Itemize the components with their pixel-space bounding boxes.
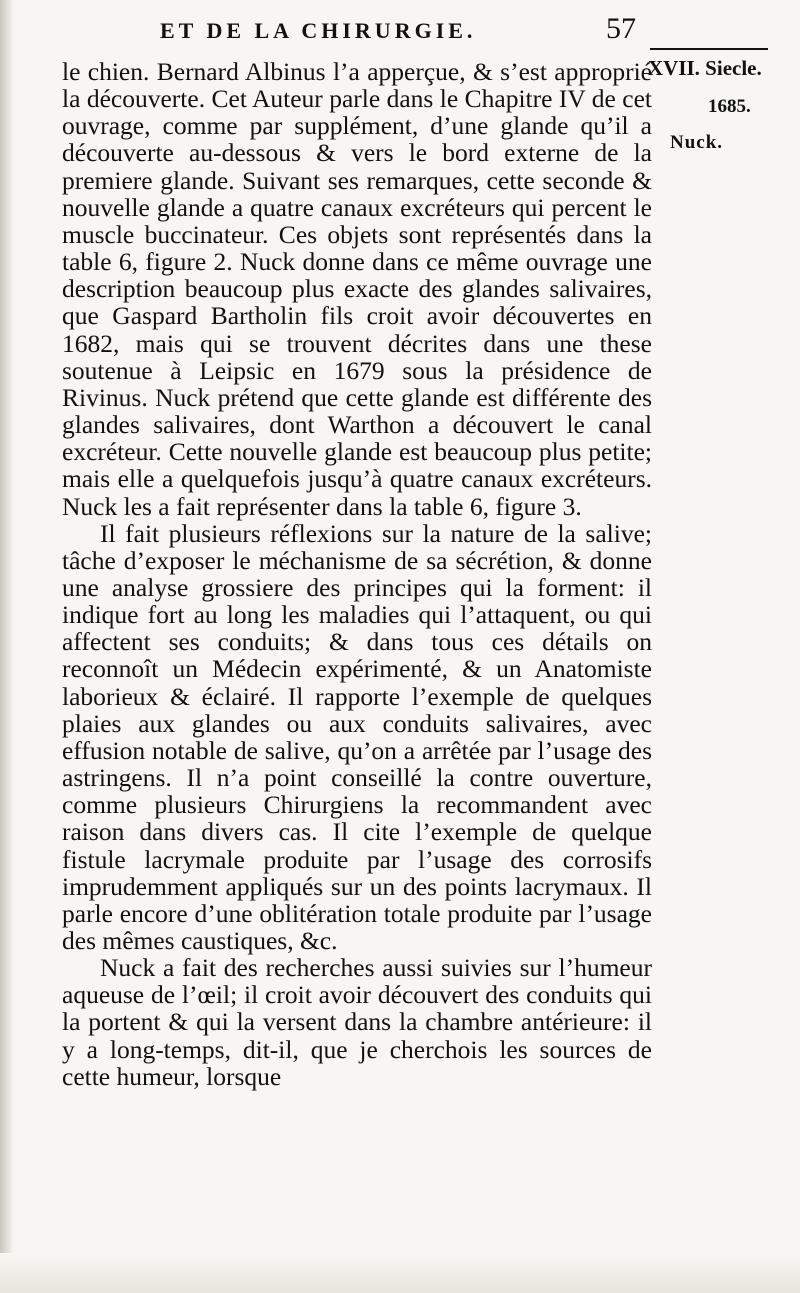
body-text: [62, 58, 652, 1090]
paragraph-2: Il fait plusieurs réflexions sur la nature de la salive; tâche d’exposer le méchanisme de sa sécrétion, & donne une analyse grossiere des principes qui la forment: il indique fort au long les maladies qui l’attaquent, ou qui affectent ses conduits; & dans tous ces détails on reconnoît un Médecin expérimenté, & un Anatomiste laborieux & éclairé. Il rapporte l’exemple de quelques plaies aux glandes ou aux conduits salivaires, avec effusion notable de salive, qu’on a arrêtée par l’usage des astringens. Il n’a point conseillé la contre ouverture, comme plusieurs Chirurgiens la recommandent avec raison dans divers cas. Il cite l’exemple de quelque fistule lacrymale produite par l’usage des corrosifs imprudemment appliqués sur un des points lacrymaux. Il parle encore d’une oblitération totale produite par l’usage des mêmes caustiques, &c.: [62, 518, 652, 955]
paragraph-1: le chien. Bernard Albinus l’a apperçue, & s’est approprié la découverte. Cet Auteur parle dans le Chapitre IV de cet ouvrage, comme par supplément, d’une glande qu’il a découverte au-dessous & vers le bord externe de la premiere glande. Suivant ses remarques, cette seconde & nouvelle glande a quatre canaux excréteurs qui percent le muscle buccinateur. Ces objets sont représentés dans la table 6, figure 2. Nuck donne dans ce même ouvrage une description beaucoup plus exacte des glandes salivaires, que Gaspard Bartholin fils croit avoir découvertes en 1682, mais qui se trouvent décrites dans une these soutenue à Leipsic en 1679 sous la présidence de Rivinus. Nuck prétend que cette glande est différente des glandes salivaires, dont Warthon a découvert le canal excréteur. Cette nouvelle glande est beaucoup plus petite; mais elle a quelquefois jusqu’à quatre canaux excréteurs. Nuck les a fait représenter dans la table 6, figure 3.: [62, 57, 652, 521]
page-number: 57: [606, 12, 636, 45]
running-title: ET DE LA CHIRURGIE.: [160, 18, 477, 43]
scan-shadow-left: [0, 0, 14, 1293]
margin-rule: [650, 48, 768, 50]
scan-shadow-bottom: [0, 1253, 800, 1293]
margin-century: XVII. Siecle.: [648, 56, 762, 80]
paragraph-3: Nuck a fait des recherches aussi suivies sur l’humeur aqueuse de l’œil; il croit avoir découvert des conduits qui la portent & qui la versent dans la chambre antérieure: il y a long-temps, dit-il, que je cherchois les sources de cette humeur, lorsque: [62, 953, 652, 1091]
margin-year: 1685.: [708, 96, 751, 117]
margin-name: Nuck.: [670, 132, 724, 153]
